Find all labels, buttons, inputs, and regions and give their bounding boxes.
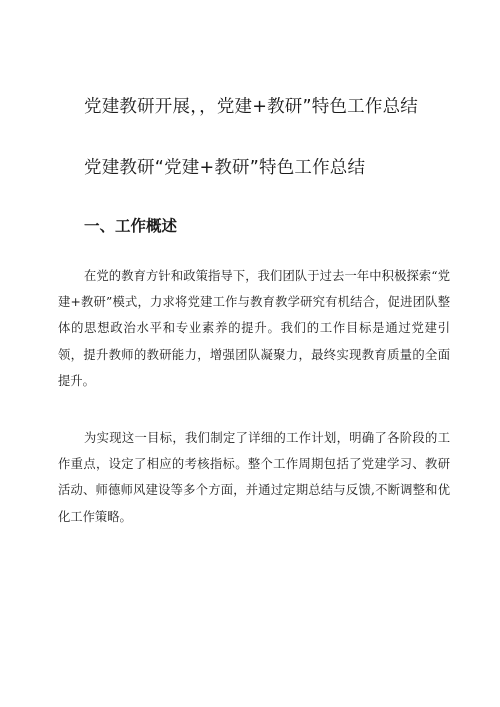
document-title: 党建教研开展，，党建+教研”特色工作总结: [84, 97, 418, 117]
paragraph: 在党的教育方针和政策指导下，我们团队于过去一年中积极探索“党建+教研”模式，力求将党建工作与教育教学研究有机结合，促进团队整体的思想政治水平和专业素养的提升。我们的工作目标是通过党建引领，提升教师的教研能力，增强团队凝聚力，最终实现教育质量的全面提升。: [58, 269, 450, 388]
paragraph: 为实现这一目标，我们制定了详细的工作计划，明确了各阶段的工作重点，设定了相应的考核指标。整个工作周期包括了党建学习、教研活动、师德师风建设等多个方面，并通过定期总结与反馈,不断调整和优化工作策略。: [58, 431, 450, 524]
document-subtitle: 党建教研“党建+教研”特色工作总结: [84, 158, 366, 178]
section-heading-overview: 一、工作概述: [84, 217, 178, 235]
